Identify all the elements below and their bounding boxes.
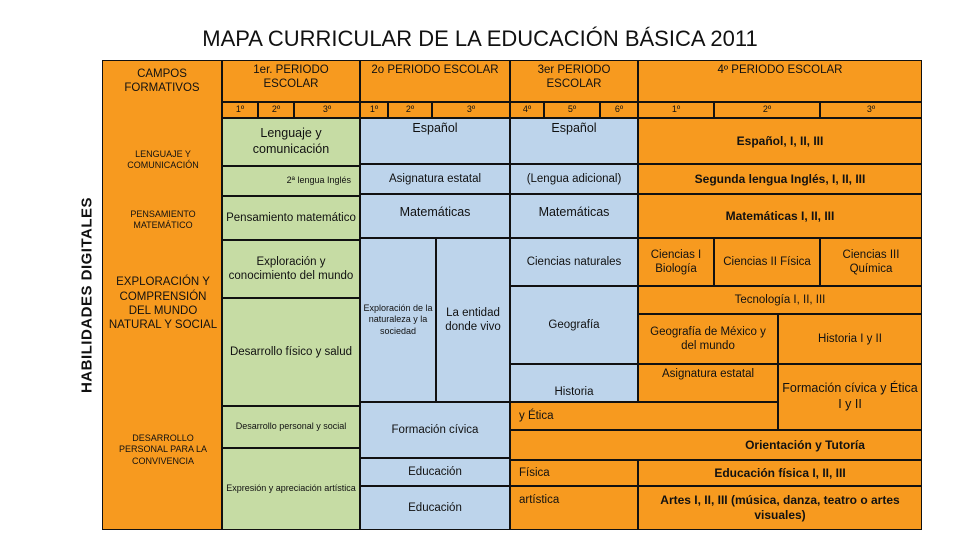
- pri-asig-estatal: Asignatura estatal: [360, 164, 510, 194]
- pri-mate-a: Matemáticas: [360, 194, 510, 238]
- sec-ingles: Segunda lengua Inglés, I, II, III: [638, 164, 922, 194]
- pri-edu-art-a: Educación: [360, 486, 510, 530]
- sec-cien1: Ciencias I Biología: [638, 238, 714, 286]
- campos-header: CAMPOS FORMATIVOS: [124, 68, 200, 95]
- grade-pri-4: 4º: [510, 102, 544, 118]
- period-2-header: 2o PERIODO ESCOLAR: [360, 60, 510, 102]
- grade-pre-1: 1º: [222, 102, 258, 118]
- pri-mate-b: Matemáticas: [510, 194, 638, 238]
- sec-cien3: Ciencias III Química: [820, 238, 922, 286]
- field-pensamiento: PENSAMIENTO MATEMÁTICO: [108, 202, 218, 238]
- pri-formacion: Formación cívica: [360, 402, 510, 458]
- pri-lengua-adicional: (Lengua adicional): [510, 164, 638, 194]
- pri-espanol-a: Español: [360, 118, 510, 164]
- grade-pri-2: 2º: [388, 102, 432, 118]
- sec-mate: Matemáticas I, II, III: [638, 194, 922, 238]
- grade-pri-1: 1º: [360, 102, 388, 118]
- pre-expresion: Expresión y apreciación artística: [222, 448, 360, 530]
- grade-pri-3: 3º: [432, 102, 510, 118]
- sec-edu-fisica: Educación física I, II, III: [638, 460, 922, 486]
- pri-ciencias-nat: Ciencias naturales: [510, 238, 638, 286]
- grade-pre-3: 3º: [294, 102, 360, 118]
- grade-pri-5: 5º: [544, 102, 600, 118]
- period-4-header: 4º PERIODO ESCOLAR: [638, 60, 922, 102]
- sec-tecno: Tecnología I, II, III: [638, 286, 922, 314]
- sec-espanol: Español, I, II, III: [638, 118, 922, 164]
- pre-exploracion: Exploración y conocimiento del mundo: [222, 240, 360, 298]
- pri-entidad: La entidad donde vivo: [436, 238, 510, 402]
- sec-geo: Geografía de México y del mundo: [638, 314, 778, 364]
- pre-personal: Desarrollo personal y social: [222, 406, 360, 448]
- grade-sec-2: 2º: [714, 102, 820, 118]
- period-1-header: 1er. PERIODO ESCOLAR: [222, 60, 360, 102]
- field-desarrollo: DESARROLLO PERSONAL PARA LA CONVIVENCIA: [106, 430, 220, 470]
- grade-sec-3: 3º: [820, 102, 922, 118]
- sec-fisica-prim: Física: [510, 460, 638, 486]
- sec-artes: Artes I, II, III (música, danza, teatro o artes visuales): [638, 486, 922, 530]
- pre-lenguaje: Lenguaje y comunicación: [222, 118, 360, 166]
- grade-pre-2: 2º: [258, 102, 294, 118]
- pre-pensamiento: Pensamiento matemático: [222, 196, 360, 240]
- pri-explo-nat: Exploración de la naturaleza y la sociedad: [360, 238, 436, 402]
- sec-y-etica: y Ética: [510, 402, 778, 430]
- pre-ingles: 2ª lengua Inglés: [222, 166, 360, 196]
- sec-asig: Asignatura estatal: [638, 364, 778, 402]
- side-label: HABILIDADES DIGITALES: [78, 196, 96, 394]
- sec-tutoria: Orientación y Tutoría: [510, 430, 922, 460]
- grade-sec-1: 1º: [638, 102, 714, 118]
- period-3-header: 3er PERIODO ESCOLAR: [510, 60, 638, 102]
- grade-pri-6: 6º: [600, 102, 638, 118]
- pri-historia: Historia: [510, 364, 638, 402]
- sec-hist: Historia I y II: [778, 314, 922, 364]
- sec-artistica-prim: artística: [510, 486, 638, 530]
- pri-edu-fisica-a: Educación: [360, 458, 510, 486]
- sec-fcye: Formación cívica y Ética I y II: [778, 364, 922, 430]
- field-exploracion: EXPLORACIÓN Y COMPRENSIÓN DEL MUNDO NATURAL Y SOCIAL: [106, 262, 220, 346]
- pre-fisico: Desarrollo físico y salud: [222, 298, 360, 406]
- sec-cien2: Ciencias II Física: [714, 238, 820, 286]
- pri-espanol-b: Español: [510, 118, 638, 164]
- field-lenguaje: LENGUAJE Y COMUNICACIÓN: [108, 142, 218, 178]
- page-title: MAPA CURRICULAR DE LA EDUCACIÓN BÁSICA 2011: [202, 26, 758, 51]
- pri-geografia: Geografía: [510, 286, 638, 364]
